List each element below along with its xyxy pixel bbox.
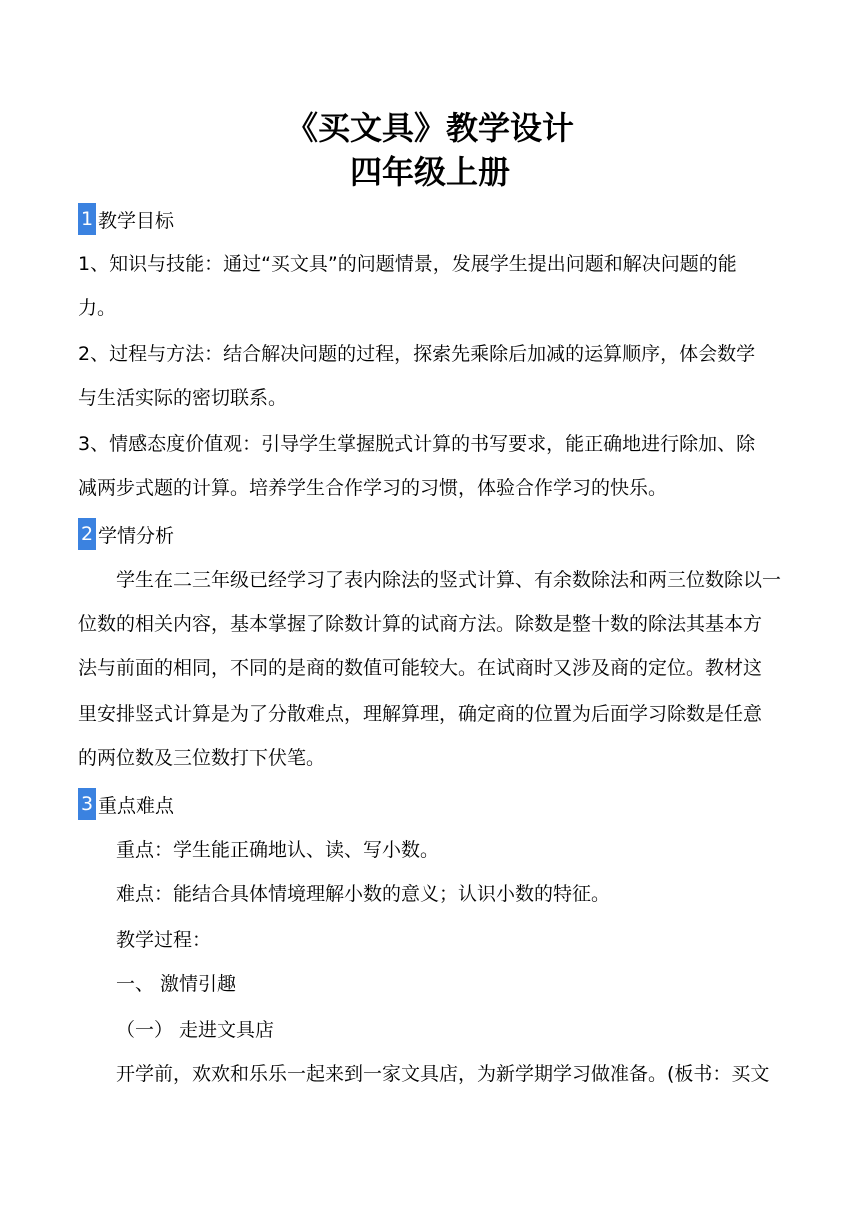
section-heading-text: 学情分析 [98, 524, 175, 547]
paragraph-line: 法与前面的相同，不同的是商的数值可能较大。在试商时又涉及商的定位。教材这 [78, 657, 763, 679]
section-heading-objectives [78, 203, 174, 235]
section-heading-text: 重点难点 [98, 794, 175, 817]
paragraph-line: 重点：学生能正确地认、读、写小数。 [116, 839, 440, 861]
paragraph-line: 1、知识与技能：通过“买文具”的问题情景，发展学生提出问题和解决问题的能 [78, 253, 737, 275]
section-number-badge: 1 [78, 203, 96, 235]
paragraph-line: 2、过程与方法：结合解决问题的过程，探索先乘除后加减的运算顺序，体会数学 [78, 343, 756, 365]
section-heading-key-points [78, 788, 174, 820]
paragraph-line: 3、情感态度价值观：引导学生掌握脱式计算的书写要求，能正确地进行除加、除 [78, 433, 756, 455]
paragraph-line: 位数的相关内容，基本掌握了除数计算的试商方法。除数是整十数的除法其基本方 [78, 613, 763, 635]
section-heading-analysis [78, 518, 174, 550]
paragraph-line: 减两步式题的计算。培养学生合作学习的习惯，体验合作学习的快乐。 [78, 477, 668, 499]
paragraph-line: 一、 激情引趣 [116, 973, 237, 995]
paragraph-line: 开学前，欢欢和乐乐一起来到一家文具店，为新学期学习做准备。(板书：买文 [116, 1063, 770, 1085]
paragraph-line: 里安排竖式计算是为了分散难点，理解算理，确定商的位置为后面学习除数是任意 [78, 703, 763, 725]
section-number-badge: 2 [78, 518, 96, 550]
paragraph-line: 与生活实际的密切联系。 [78, 387, 288, 409]
paragraph-line: 学生在二三年级已经学习了表内除法的竖式计算、有余数除法和两三位数除以一 [116, 569, 782, 591]
document-subtitle: 四年级上册 [349, 153, 510, 191]
paragraph-line: 的两位数及三位数打下伏笔。 [78, 747, 326, 769]
section-heading-text: 教学目标 [98, 209, 175, 232]
paragraph-line: 力。 [78, 297, 117, 319]
section-number-badge: 3 [78, 788, 96, 820]
paragraph-line: 难点：能结合具体情境理解小数的意义；认识小数的特征。 [116, 883, 611, 905]
paragraph-line: （一） 走进文具店 [116, 1019, 275, 1041]
document-title: 《买文具》教学设计 [285, 109, 574, 147]
paragraph-line: 教学过程： [116, 929, 212, 951]
